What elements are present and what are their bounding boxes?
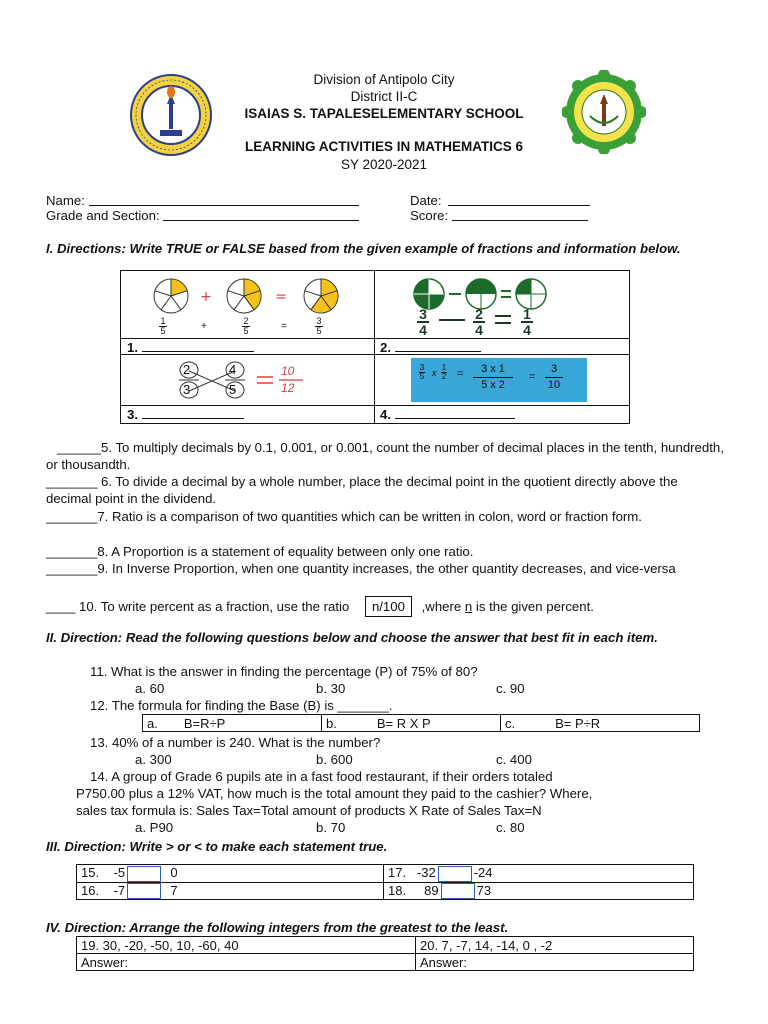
c1-a-den: 5 [160, 326, 166, 336]
c1-op-plus: + [201, 321, 207, 332]
part3-directions: III. Direction: Write > or < to make each statement true. [46, 839, 388, 854]
q12-choices-table [142, 714, 700, 732]
c2-a-den: 4 [419, 322, 427, 338]
part4-directions: IV. Direction: Arrange the following integers from the greatest to the least. [46, 920, 509, 935]
c1-a-num: 1 [160, 316, 166, 326]
q12-choice-b[interactable]: b. B= R X P [322, 715, 501, 732]
c4-a-den: 5 [419, 372, 425, 381]
cell3-label: 3. [127, 407, 138, 422]
cross-multiplication-figure [175, 359, 315, 401]
name-field[interactable] [89, 205, 359, 206]
name-label: Name: [46, 193, 85, 208]
c3-b-den: 5 [229, 382, 237, 397]
school-name: ISAIAS S. TAPALESELEMENTARY SCHOOL [244, 106, 524, 121]
ordering-20: 20. 7, -7, 14, -14, 0 , -2 [416, 937, 694, 954]
c1-b-num: 2 [243, 316, 249, 326]
tf-item-5[interactable]: ______5. To multiply decimals by 0.1, 0.001, or 0.001, count the number of decimal places in the tenth, hundredth, or thousandth. [46, 440, 724, 472]
c2-b-num: 2 [475, 306, 483, 322]
c4-m-num: 3 x 1 [481, 363, 505, 375]
c1-c-den: 5 [316, 326, 322, 336]
date-field[interactable] [448, 205, 590, 206]
q13-choice-b[interactable]: b. 600 [316, 752, 353, 767]
ordering-table [76, 936, 694, 971]
cell2-label: 2. [380, 340, 391, 355]
c1-b-den: 5 [243, 326, 249, 336]
comparison-17: 17. -32 -24 [384, 865, 694, 883]
comparison-16: 16. -7 7 [77, 882, 384, 900]
c3-a-num: 2 [183, 362, 191, 377]
answer-2-blank[interactable] [395, 339, 481, 352]
c4-r-den: 10 [547, 379, 561, 391]
q14-text-line3: sales tax formula is: Sales Tax=Total amount of products X Rate of Sales Tax=N [76, 803, 542, 818]
q14-text-line2: P750.00 plus a 12% VAT, how much is the total amount they paid to the cashier? Where, [76, 786, 593, 801]
c2-c-num: 1 [523, 306, 531, 322]
q14-choice-c[interactable]: c. 80 [496, 820, 525, 835]
c4-b-den: 2 [441, 372, 447, 381]
comparison-18: 18. 89 73 [384, 882, 694, 900]
district-name: District II-C [350, 89, 418, 104]
c2-b-den: 4 [475, 322, 483, 338]
grade-label: Grade and Section: [46, 208, 160, 223]
q14-choice-a[interactable]: a. P90 [135, 820, 174, 835]
c4-eq2: = [529, 371, 536, 383]
tf-item-6[interactable]: _______ 6. To divide a decimal by a whole number, place the decimal point in the quotient directly above the decimal point in the dividend. [46, 474, 678, 506]
answer-3-blank[interactable] [142, 406, 244, 419]
q11-text: 11. What is the answer in finding the percentage (P) of 75% of 80? [90, 664, 478, 679]
q12-choice-a[interactable]: a. B=R÷P [143, 715, 322, 732]
answer-19[interactable]: Answer: [77, 954, 416, 971]
fraction-examples-grid [120, 270, 630, 424]
answer-box-16[interactable] [127, 883, 161, 899]
c4-eq1: = [457, 368, 464, 380]
cell4-label: 4. [380, 407, 391, 422]
c3-r-den: 12 [281, 381, 295, 395]
answer-4-blank[interactable] [395, 406, 515, 419]
c3-r-num: 10 [281, 364, 295, 378]
ordering-19: 19. 30, -20, -50, 10, -60, 40 [77, 937, 416, 954]
q12-choice-c[interactable]: c. B= P÷R [501, 715, 700, 732]
ratio-box: n/100 [365, 596, 412, 617]
q12-text: 12. The formula for finding the Base (B) is _______. [90, 698, 393, 713]
c3-b-num: 4 [229, 362, 237, 377]
answer-box-18[interactable] [441, 883, 475, 899]
q14-text-line1: 14. A group of Grade 6 pupils ate in a fast food restaurant, if their orders totaled [90, 769, 553, 784]
q11-choice-a[interactable]: a. 60 [135, 681, 165, 696]
c4-a-num: 3 [419, 363, 425, 372]
tf-item-7[interactable]: _______7. Ratio is a comparison of two quantities which can be written in colon, word or fraction form. [46, 509, 642, 524]
division-name: Division of Antipolo City [313, 72, 455, 87]
part2-directions: II. Direction: Read the following questions below and choose the answer that best fit in each item. [46, 630, 658, 645]
tf-item-10[interactable]: ____ 10. To write percent as a fraction, use the ratio n/100 ,where n is the given percent. [46, 596, 736, 617]
part1-directions: I. Directions: Write TRUE or FALSE based from the given example of fractions and information below. [46, 241, 681, 256]
answer-1-blank[interactable] [142, 339, 254, 352]
c4-b-num: 1 [441, 363, 447, 372]
tf-item-8[interactable]: _______8. A Proportion is a statement of equality between only one ratio. [46, 544, 474, 559]
c2-c-den: 4 [523, 322, 531, 338]
c4-r-num: 3 [550, 363, 558, 375]
q13-text: 13. 40% of a number is 240. What is the number? [90, 735, 381, 750]
q14-choice-b[interactable]: b. 70 [316, 820, 346, 835]
fraction-circles-subtraction [409, 277, 589, 316]
q11-choice-c[interactable]: c. 90 [496, 681, 525, 696]
cell1-label: 1. [127, 340, 138, 355]
answer-box-15[interactable] [127, 866, 161, 882]
score-label: Score: [410, 208, 449, 223]
comparison-table [76, 864, 694, 900]
answer-box-17[interactable] [438, 866, 472, 882]
q13-choice-a[interactable]: a. 300 [135, 752, 172, 767]
c1-op-eq: = [281, 321, 287, 332]
c4-times: x [432, 368, 437, 378]
comparison-15: 15. -5 0 [77, 865, 384, 883]
fraction-circles-addition [149, 277, 349, 320]
c3-a-den: 3 [183, 382, 191, 397]
page-title: LEARNING ACTIVITIES IN MATHEMATICS 6 [244, 139, 523, 154]
svg-text:=: = [275, 289, 287, 305]
svg-text:+: + [200, 289, 212, 305]
grade-field[interactable] [163, 220, 359, 221]
date-label: Date: [410, 193, 442, 208]
c4-m-den: 5 x 2 [481, 379, 505, 391]
tf-item-9[interactable]: _______9. In Inverse Proportion, when one quantity increases, the other quantity decreases, and vice-versa [46, 561, 676, 576]
answer-20[interactable]: Answer: [416, 954, 694, 971]
q11-choice-b[interactable]: b. 30 [316, 681, 346, 696]
score-field[interactable] [452, 220, 588, 221]
fraction-multiplication-box [411, 358, 587, 402]
school-year: SY 2020-2021 [340, 157, 428, 172]
c2-a-num: 3 [419, 306, 427, 322]
q13-choice-c[interactable]: c. 400 [496, 752, 532, 767]
c1-c-num: 3 [316, 316, 322, 326]
